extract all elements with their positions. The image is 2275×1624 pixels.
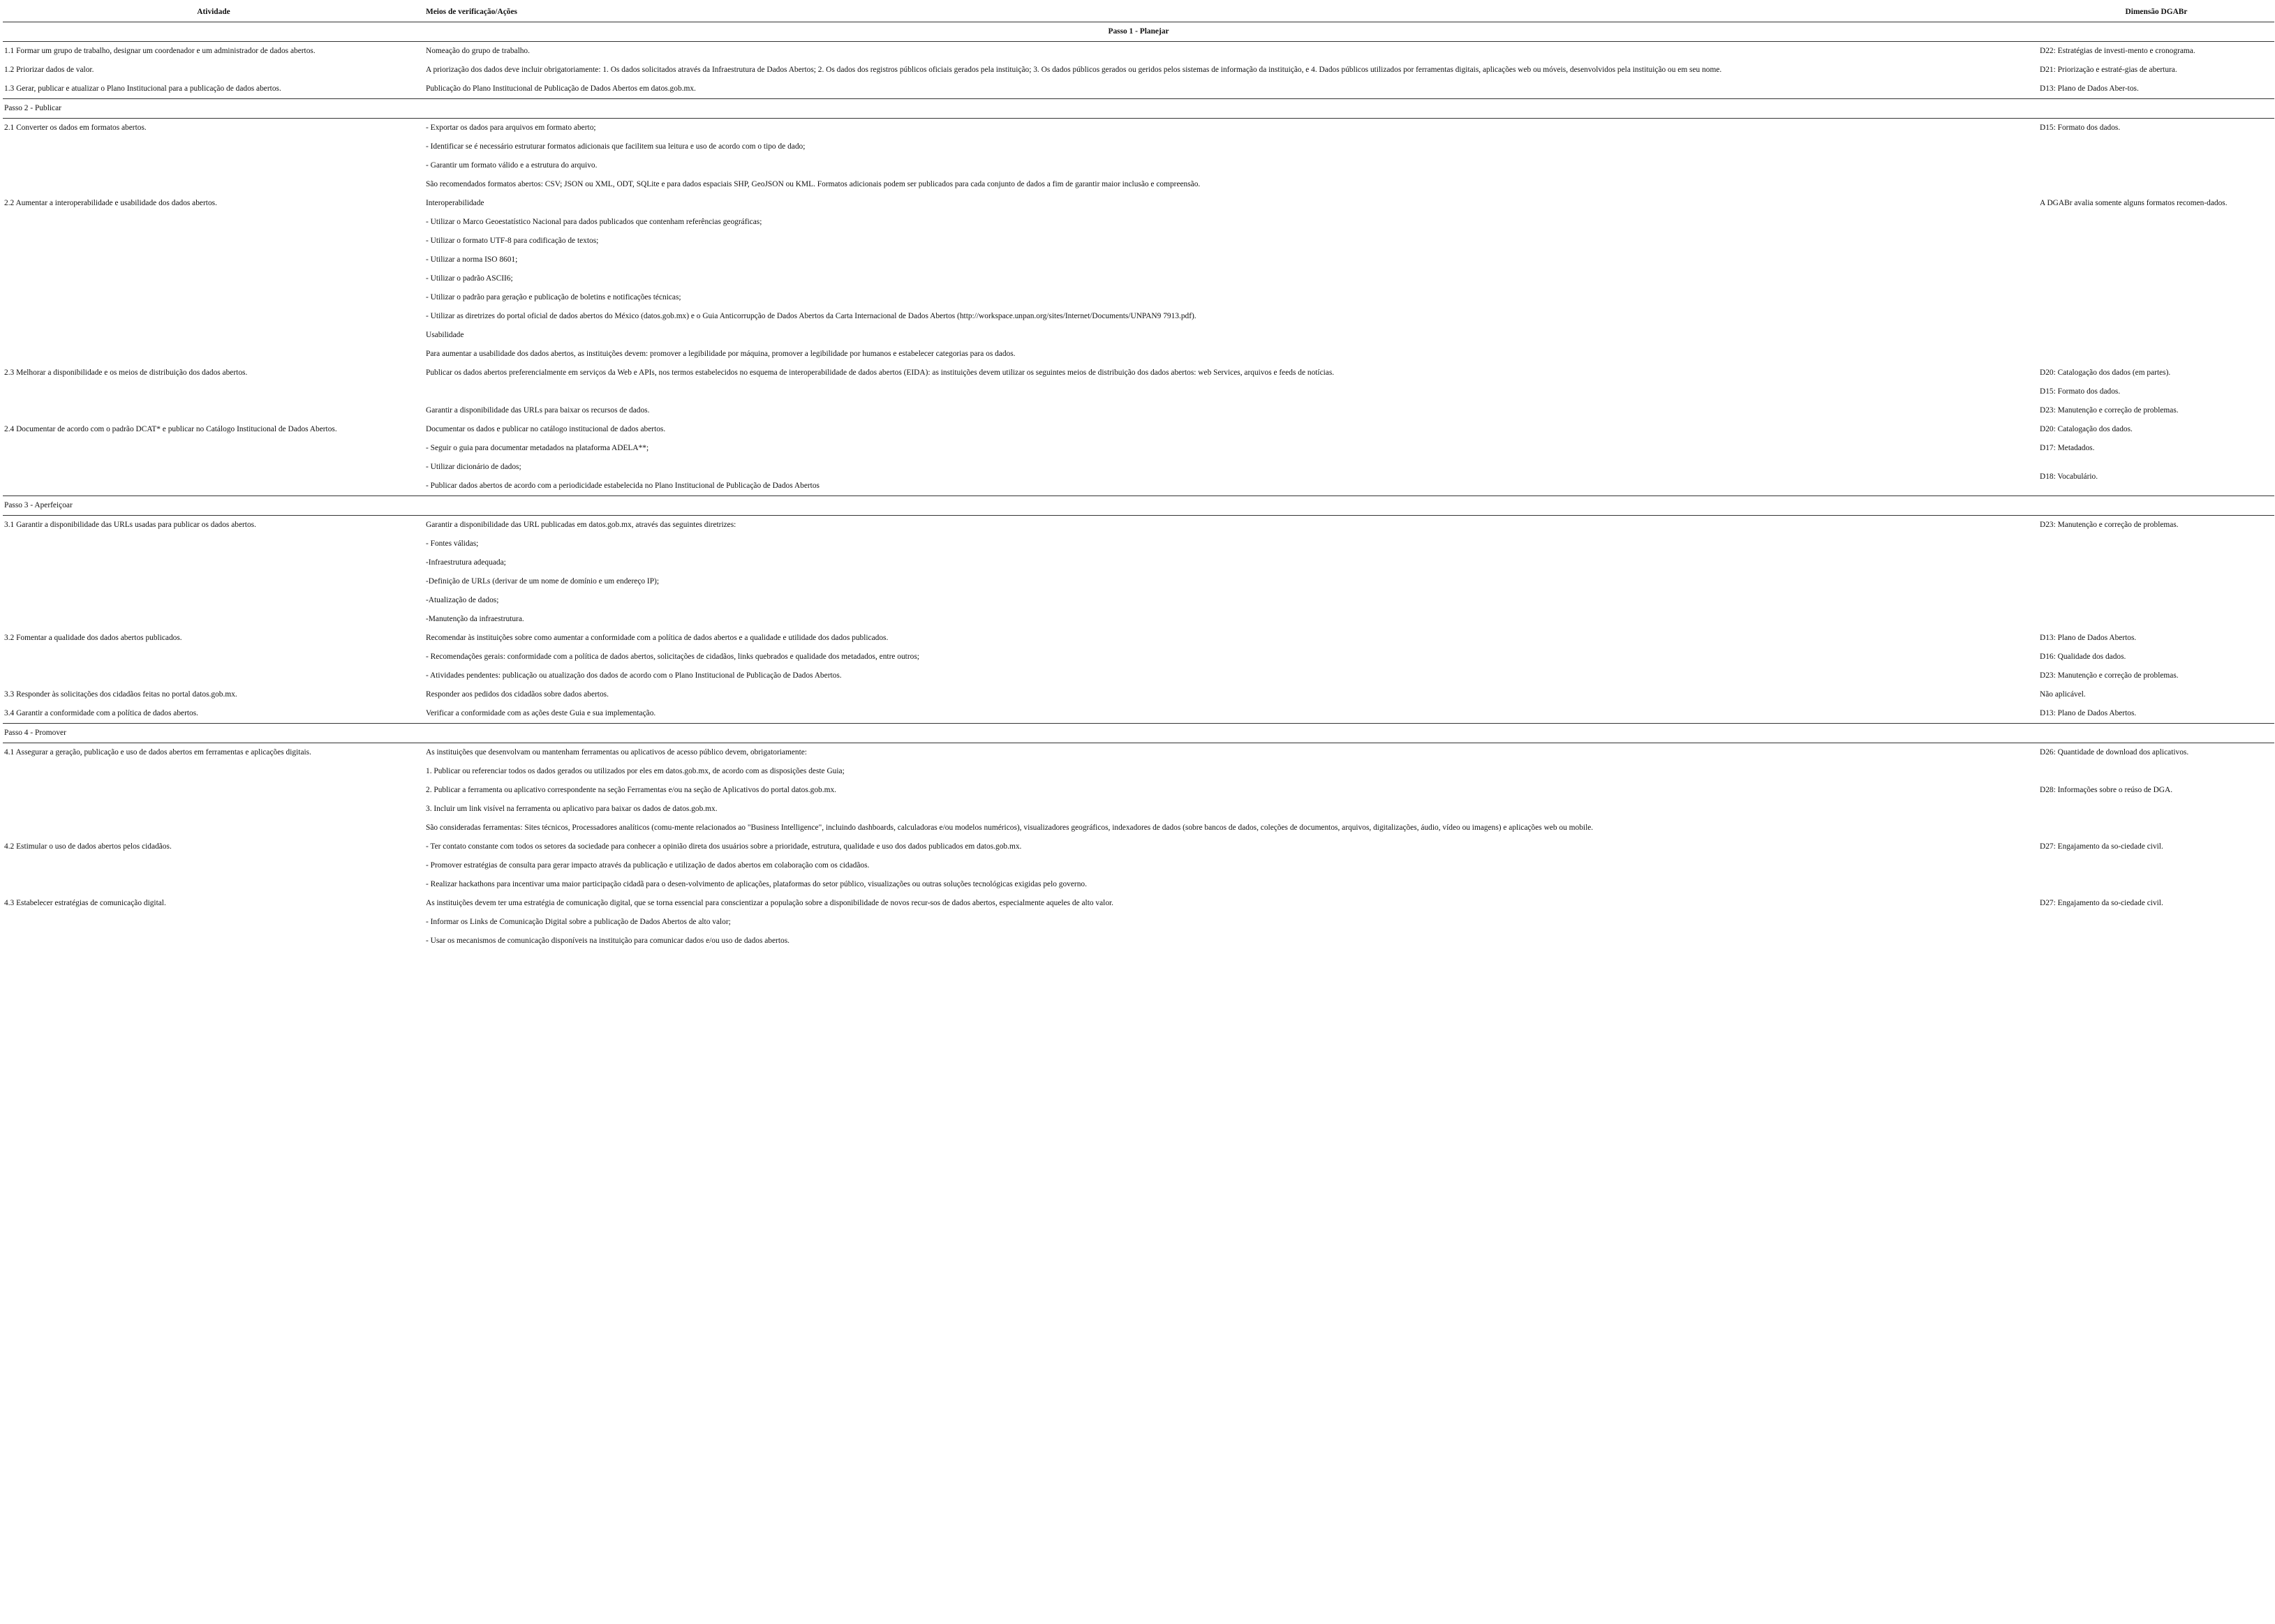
activity-cell: 1.1 Formar um grupo de trabalho, designar um coordenador e um administrador de dados abertos. <box>4 47 316 55</box>
table-row <box>3 837 2274 856</box>
dimension-cell: D20: Catalogação dos dados (em partes). <box>2040 368 2171 377</box>
activity-cell: 2.2 Aumentar a interoperabilidade e usabilidade dos dados abertos. <box>4 199 217 207</box>
table-row <box>3 704 2274 724</box>
action-cell: Usabilidade <box>426 331 464 339</box>
action-cell: As instituições que desenvolvam ou mantenham ferramentas ou aplicativos de acesso público devem, obrigatoriamente: <box>426 748 807 757</box>
action-cell: - Recomendações gerais: conformidade com a política de dados abertos, solicitações de cidadãos, links quebrados e qualidade dos metadados, entre outros; <box>426 653 919 661</box>
dimension-cell: D18: Vocabulário. <box>2040 472 2098 481</box>
step-1-header-row <box>3 22 2274 42</box>
activity-cell: 1.2 Priorizar dados de valor. <box>4 66 94 74</box>
table-row <box>3 648 2274 666</box>
table-row <box>3 572 2274 591</box>
table-row <box>3 232 2274 251</box>
activity-cell: 1.3 Gerar, publicar e atualizar o Plano Institucional para a publicação de dados abertos. <box>4 84 281 93</box>
table-row <box>3 382 2274 401</box>
table-row <box>3 156 2274 175</box>
action-cell: - Realizar hackathons para incentivar uma maior participação cidadã para o desen-volvimento de aplicações, plataformas do setor público, visualizações ou outras soluções tecnológicas exigidas pelo governo. <box>426 880 1087 888</box>
activity-cell: 2.1 Converter os dados em formatos abertos. <box>4 124 147 132</box>
action-cell: - Promover estratégias de consulta para gerar impacto através da publicação e utilização de dados abertos em colaboração com os cidadãos. <box>426 861 870 870</box>
dimension-cell: D21: Priorização e estraté-gias de abertura. <box>2040 66 2177 74</box>
action-cell: - Seguir o guia para documentar metadados na plataforma ADELA**; <box>426 444 649 452</box>
action-cell: - Fontes válidas; <box>426 539 479 548</box>
action-cell: - Utilizar o padrão para geração e publicação de boletins e notificações técnicas; <box>426 293 681 301</box>
action-cell: Responder aos pedidos dos cidadãos sobre dados abertos. <box>426 690 609 699</box>
action-cell: - Utilizar as diretrizes do portal oficial de dados abertos do México (datos.gob.mx) e o Guia Anticorrupção de Dados Abertos da Carta Internacional de Dados Abertos (http://workspace.unpan.org/sites/Internet/Documents/UNPAN9 7913.pdf). <box>426 312 1196 320</box>
table-row <box>3 535 2274 553</box>
action-cell: -Manutenção da infraestrutura. <box>426 615 524 623</box>
action-cell: - Garantir um formato válido e a estrutura do arquivo. <box>426 161 598 170</box>
dimension-cell: D27: Engajamento da so-ciedade civil. <box>2040 899 2163 907</box>
action-cell: - Utilizar o Marco Geoestatístico Nacional para dados publicados que contenham referências geográficas; <box>426 218 762 226</box>
dimension-cell: D28: Informações sobre o reúso de DGA. <box>2040 786 2173 794</box>
action-cell: - Utilizar dicionário de dados; <box>426 463 521 471</box>
header-dimensao: Dimensão DGABr <box>2038 3 2274 22</box>
action-cell: Garantir a disponibilidade das URLs para baixar os recursos de dados. <box>426 406 650 415</box>
action-cell: - Identificar se é necessário estruturar formatos adicionais que facilitem sua leitura e uso de acordo com o tipo de dado; <box>426 142 806 151</box>
step-4-header-row <box>3 724 2274 743</box>
action-cell: 2. Publicar a ferramenta ou aplicativo correspondente na seção Ferramentas e/ou na seção de Aplicativos do portal datos.gob.mx. <box>426 786 836 794</box>
dimension-cell: D23: Manutenção e correção de problemas. <box>2040 671 2179 680</box>
action-cell: São consideradas ferramentas: Sites técnicos, Processadores analíticos (comu-mente relacionados ao "Business Intelligence", incluindo dashboards, calculadoras e/ou modelos numéricos), visualizadores geográficos, indexadores de dados (sobre bancos de dados, coleções de documentos, arquivos, digitalizações, áudio, vídeo ou imagens) e aplicações web ou mobile. <box>426 824 1594 832</box>
header-row <box>3 3 2274 22</box>
step-3-header-row <box>3 496 2274 516</box>
step-3-title: Passo 3 - Aperfeiçoar <box>3 496 2274 516</box>
activity-cell: 2.3 Melhorar a disponibilidade e os meios de distribuição dos dados abertos. <box>4 368 248 377</box>
action-cell: - Atividades pendentes: publicação ou atualização dos dados de acordo com o Plano Institucional de Publicação de Dados Abertos. <box>426 671 842 680</box>
table-row <box>3 800 2274 819</box>
activity-cell: 4.2 Estimular o uso de dados abertos pelos cidadãos. <box>4 842 172 851</box>
open-data-guide-table <box>3 3 2274 951</box>
action-cell: Para aumentar a usabilidade dos dados abertos, as instituições devem: promover a legibilidade por máquina, promover a legibilidade por humanos e estabelecer categorias para os dados. <box>426 350 1016 358</box>
action-cell: -Infraestrutura adequada; <box>426 558 506 567</box>
table-row <box>3 685 2274 704</box>
table-row <box>3 175 2274 194</box>
table-row <box>3 61 2274 80</box>
table-row <box>3 610 2274 629</box>
activity-cell: 3.3 Responder às solicitações dos cidadãos feitas no portal datos.gob.mx. <box>4 690 237 699</box>
action-cell: Publicar os dados abertos preferencialmente em serviços da Web e APIs, nos termos estabelecidos no esquema de interoperabilidade de dados abertos (EIDA): as instituições devem utilizar os seguintes meios de distribuição dos dados abertos: web Services, arquivos e feeds de notícias. <box>426 368 1335 377</box>
table-row <box>3 762 2274 781</box>
action-cell: -Definição de URLs (derivar de um nome de domínio e um endereço IP); <box>426 577 660 586</box>
action-cell: As instituições devem ter uma estratégia de comunicação digital, que se torna essencial para conscientizar a população sobre a disponibilidade de novos recur-sos de dados abertos, especialmente aqueles de alto valor. <box>426 899 1114 907</box>
dimension-cell: D15: Formato dos dados. <box>2040 387 2121 396</box>
dimension-cell: D13: Plano de Dados Aber-tos. <box>2040 84 2139 93</box>
action-cell: A priorização dos dados deve incluir obrigatoriamente: 1. Os dados solicitados através da Infraestrutura de Dados Abertos; 2. Os dados dos registros públicos oficiais gerados pela instituição; 3. Os dados públicos gerados ou geridos pelos sistemas de informação da instituição, e 4. Dados públicos utilizados por ferramentas digitais, aplicações web ou móveis, desenvolvidos pela instituição ou em seu nome. <box>426 66 1722 74</box>
step-4-title: Passo 4 - Promover <box>3 724 2274 743</box>
table-row <box>3 553 2274 572</box>
header-meios: Meios de verificação/Ações <box>424 3 2038 22</box>
table-row <box>3 932 2274 951</box>
action-cell: - Utilizar o formato UTF-8 para codificação de textos; <box>426 237 599 245</box>
action-cell: - Utilizar a norma ISO 8601; <box>426 255 518 264</box>
table-row <box>3 666 2274 685</box>
action-cell: Publicação do Plano Institucional de Publicação de Dados Abertos em datos.gob.mx. <box>426 84 696 93</box>
table-row <box>3 137 2274 156</box>
table-row <box>3 420 2274 439</box>
dimension-cell: D27: Engajamento da so-ciedade civil. <box>2040 842 2163 851</box>
action-cell: - Informar os Links de Comunicação Digital sobre a publicação de Dados Abertos de alto valor; <box>426 918 731 926</box>
table-row <box>3 516 2274 535</box>
activity-cell: 3.4 Garantir a conformidade com a política de dados abertos. <box>4 709 199 717</box>
table-row <box>3 913 2274 932</box>
table-row <box>3 269 2274 288</box>
activity-cell: 4.3 Estabelecer estratégias de comunicação digital. <box>4 899 166 907</box>
table-row <box>3 477 2274 496</box>
action-cell: Nomeação do grupo de trabalho. <box>426 47 530 55</box>
table-row <box>3 364 2274 382</box>
table-row <box>3 458 2274 477</box>
table-row <box>3 591 2274 610</box>
dimension-cell: D15: Formato dos dados. <box>2040 124 2121 132</box>
table-row <box>3 743 2274 763</box>
table-row <box>3 307 2274 326</box>
table-row <box>3 894 2274 913</box>
table-row <box>3 194 2274 213</box>
action-cell: - Publicar dados abertos de acordo com a periodicidade estabelecida no Plano Institucional de Publicação de Dados Abertos <box>426 482 820 490</box>
dimension-cell: D13: Plano de Dados Abertos. <box>2040 709 2137 717</box>
table-row <box>3 326 2274 345</box>
action-cell: - Exportar os dados para arquivos em formato aberto; <box>426 124 596 132</box>
dimension-cell: D17: Metadados. <box>2040 444 2095 452</box>
table-row <box>3 629 2274 648</box>
dimension-cell: A DGABr avalia somente alguns formatos recomen-dados. <box>2040 199 2228 207</box>
dimension-cell: D22: Estratégias de investi-mento e cronograma. <box>2040 47 2195 55</box>
step-2-header-row <box>3 99 2274 119</box>
action-cell: 3. Incluir um link visível na ferramenta ou aplicativo para baixar os dados de datos.gob.mx. <box>426 805 718 813</box>
action-cell: Documentar os dados e publicar no catálogo institucional de dados abertos. <box>426 425 666 433</box>
table-row <box>3 288 2274 307</box>
table-row <box>3 856 2274 875</box>
table-row <box>3 80 2274 99</box>
action-cell: Recomendar às instituições sobre como aumentar a conformidade com a política de dados abertos e a qualidade e utilidade dos dados publicados. <box>426 634 889 642</box>
dimension-cell: D16: Qualidade dos dados. <box>2040 653 2126 661</box>
dimension-cell: Não aplicável. <box>2040 690 2086 699</box>
action-cell: - Utilizar o padrão ASCII6; <box>426 274 513 283</box>
dimension-cell: D13: Plano de Dados Abertos. <box>2040 634 2137 642</box>
table-row <box>3 213 2274 232</box>
dimension-cell: D23: Manutenção e correção de problemas. <box>2040 521 2179 529</box>
action-cell: Verificar a conformidade com as ações deste Guia e sua implementação. <box>426 709 656 717</box>
action-cell: -Atualização de dados; <box>426 596 499 604</box>
activity-cell: 3.2 Fomentar a qualidade dos dados abertos publicados. <box>4 634 182 642</box>
header-atividade: Atividade <box>3 3 424 22</box>
table-row <box>3 401 2274 420</box>
dimension-cell: D26: Quantidade de download dos aplicativos. <box>2040 748 2189 757</box>
action-cell: Garantir a disponibilidade das URL publicadas em datos.gob.mx, através das seguintes diretrizes: <box>426 521 736 529</box>
activity-cell: 4.1 Assegurar a geração, publicação e uso de dados abertos em ferramentas e aplicações digitais. <box>4 748 311 757</box>
table-row <box>3 119 2274 138</box>
action-cell: Interoperabilidade <box>426 199 484 207</box>
table-row <box>3 42 2274 61</box>
action-cell: - Ter contato constante com todos os setores da sociedade para conhecer a opinião direta dos usuários sobre a prioridade, estrutura, qualidade e uso dos dados publicados em datos.gob.mx. <box>426 842 1022 851</box>
table-row <box>3 875 2274 894</box>
table-row <box>3 251 2274 269</box>
table-row <box>3 439 2274 458</box>
table-row <box>3 345 2274 364</box>
table-row <box>3 819 2274 837</box>
table-row <box>3 781 2274 800</box>
action-cell: 1. Publicar ou referenciar todos os dados gerados ou utilizados por eles em datos.gob.mx, de acordo com as disposições deste Guia; <box>426 767 845 775</box>
step-1-title: Passo 1 - Planejar <box>3 22 2274 42</box>
activity-cell: 3.1 Garantir a disponibilidade das URLs usadas para publicar os dados abertos. <box>4 521 256 529</box>
action-cell: - Usar os mecanismos de comunicação disponíveis na instituição para comunicar dados e/ou uso de dados abertos. <box>426 937 790 945</box>
activity-cell: 2.4 Documentar de acordo com o padrão DCAT* e publicar no Catálogo Institucional de Dados Abertos. <box>4 425 337 433</box>
step-2-title: Passo 2 - Publicar <box>3 99 2274 119</box>
action-cell: São recomendados formatos abertos: CSV; JSON ou XML, ODT, SQLite e para dados espaciais SHP, GeoJSON ou KML. Formatos adicionais podem ser publicados para cada conjunto de dados a fim de garantir maior inclusão e compreensão. <box>426 180 1201 188</box>
dimension-cell: D23: Manutenção e correção de problemas. <box>2040 406 2179 415</box>
dimension-cell: D20: Catalogação dos dados. <box>2040 425 2133 433</box>
